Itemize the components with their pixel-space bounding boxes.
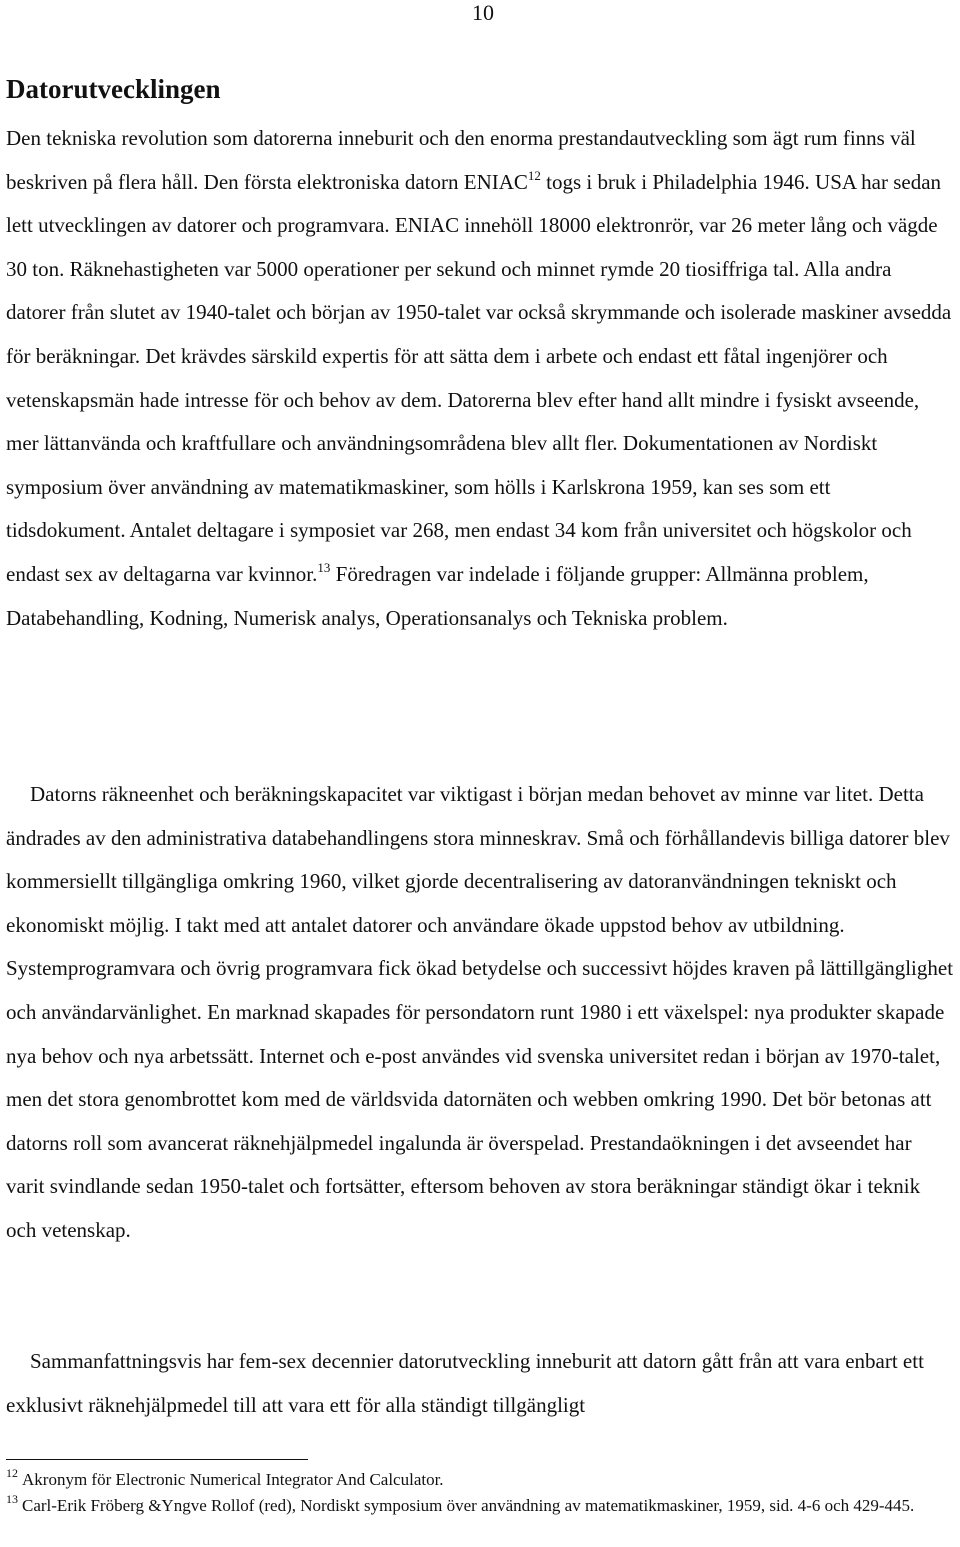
footnote-text: Carl-Erik Fröberg &Yngve Rollof (red), Nordiskt symposium över användning av matematikmaskiner, 1959, sid. 4-6 och 429-445.: [22, 1496, 915, 1515]
footnote-number: 13: [6, 1492, 18, 1506]
footnote-13: [6, 1493, 954, 1519]
section-heading: Datorutvecklingen: [6, 74, 221, 104]
paragraph-1-text-a: Den tekniska revolution som datorerna inneburit och den enorma prestandautveckling som ägt rum finns väl beskriven på flera håll. Den första elektroniska datorn ENIAC: [6, 126, 916, 194]
footnote-ref-13: 13: [317, 559, 331, 575]
paragraph-2-text: Datorns räkneenhet och beräkningskapacitet var viktigast i början medan behovet av minne var litet. Detta ändrades av den administrativa databehandlingens stora minneskrav. Små och förhållandevis billiga datorer blev kommersiellt tillgängliga omkring 1960, vilket gjorde decentralisering av datoranvändningen tekniskt och ekonomiskt möjlig. I takt med att antalet datorer och användare ökade uppstod behov av utbildning. Systemprogramvara och övrig programvara fick ökad betydelse och successivt höjdes kraven på lättillgänglighet och användarvänlighet. En marknad skapades för persondatorn runt 1980 i ett växelspel: nya produkter skapade nya behov och nya arbetssätt. Internet och e-post användes vid svenska universitet redan i början av 1970-talet, men det stora genombrottet kom med de världsvida datornäten och webben omkring 1990. Det bör betonas att datorns roll som avancerat räknehjälpmedel ingalunda är överspelad. Prestandaökningen i det avseendet har varit svindlande sedan 1950-talet och fortsätter, eftersom behoven av stora beräkningar ständigt ökar i teknik och vetenskap.: [6, 782, 954, 1242]
paragraph-3-text: Sammanfattningsvis har fem-sex decennier datorutveckling inneburit att datorn gått från att vara enbart ett exklusivt räknehjälpmedel till att vara ett för alla ständigt tillgängligt: [6, 1349, 924, 1417]
paragraph-1: [6, 117, 954, 640]
footnote-text: Akronym för Electronic Numerical Integrator And Calculator.: [22, 1470, 444, 1489]
page-number: 10: [472, 0, 494, 25]
paragraph-1-text-b: togs i bruk i Philadelphia 1946. USA har sedan lett utvecklingen av datorer och programvara. ENIAC innehöll 18000 elektronrör, var 26 meter lång och vägde 30 ton. Räknehastigheten var 5000 operationer per sekund och minnet rymde 20 tiosiffriga tal. Alla andra datorer från slutet av 1940-talet och början av 1950-talet var också skrymmande och isolerade maskiner avsedda för beräkningar. Det krävdes särskild expertis för att sätta dem i arbete och endast ett fåtal ingenjörer och vetenskapsmän hade intresse för och behov av dem. Datorerna blev efter hand allt mindre i fysiskt avseende, mer lättanvända och kraftfullare och användningsområdena blev allt fler. Dokumentationen av Nordiskt symposium över användning av matematikmaskiner, som hölls i Karlskrona 1959, kan ses som ett tidsdokument. Antalet deltagare i symposiet var 268, men endast 34 kom från universitet och högskolor och endast sex av deltagarna var kvinnor.: [6, 169, 952, 586]
footnote-ref-12: 12: [527, 167, 541, 183]
paragraph-2: [6, 773, 954, 1253]
footnote-12: [6, 1467, 954, 1493]
footnote-number: 12: [6, 1466, 18, 1480]
paragraph-3: [6, 1340, 954, 1427]
footnote-separator: [6, 1459, 308, 1460]
paragraph-1-text-c: Föredragen var indelade i följande grupper: Allmänna problem, Databehandling, Kodning, Numerisk analys, Operationsanalys och Tekniska problem.: [6, 561, 869, 630]
footnotes: [6, 1467, 954, 1519]
